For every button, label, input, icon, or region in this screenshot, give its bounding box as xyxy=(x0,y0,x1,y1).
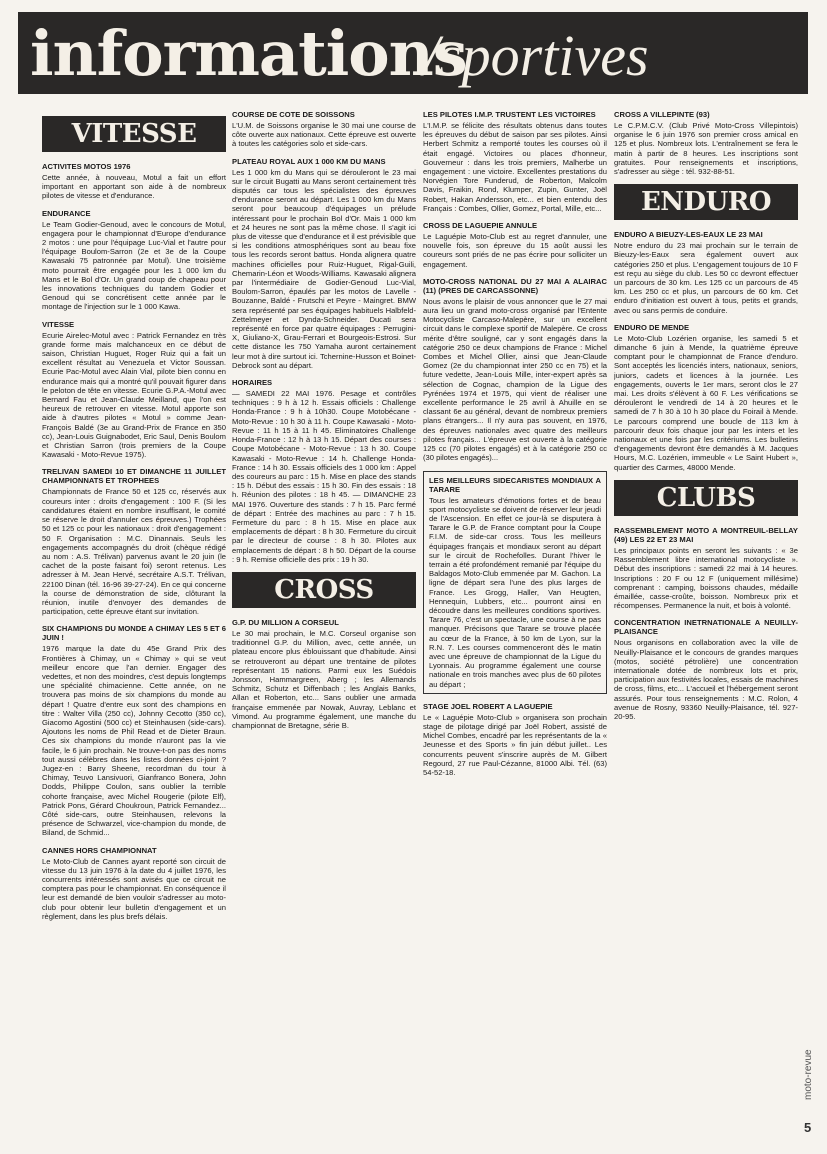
article-body: Notre enduro du 23 mai prochain sur le terrain de Bieuzy-les-Eaux sera également ouvert aux catégories 250 et plus. L'engagement toujours de 10 F est reçu au siège du club. Les 50 cc devront effectuer un parcours de 30 km. Les 125 cc un parcours de 45 km. Les 250 cc et plus, un parcours de 60 km. Cet enduro d'initiation est ouvert à tous, petits et grands, avec ou sans permis de conduire. xyxy=(614,241,798,315)
article xyxy=(42,846,226,921)
article-heading: CONCENTRATION INETRNATIONALE A NEUILLY-PLAISANCE xyxy=(614,618,798,637)
article-heading: ENDURO DE MENDE xyxy=(614,322,690,332)
article-heading: RASSEMBLEMENT MOTO A MONTREUIL-BELLAY (49) LES 22 ET 23 MAI xyxy=(614,525,798,544)
section-title-cross: CROSS xyxy=(232,572,416,608)
article-body: Le C.P.M.C.V. (Club Privé Moto-Cross Villepintois) organise le 6 juin 1976 son premier cross amical en 125 et plus. Nombreux lots. L'entraînement se fera le matin à partir de 8 heures. Les inscriptions sont gratuites. Pour renseignements et inscriptions, s'adresser au siège : tél. 932-88-51. xyxy=(614,121,798,177)
article-heading: TRELIVAN SAMEDI 10 ET DIMANCHE 11 JUILLET CHAMPIONNATS ET TROPHEES xyxy=(42,467,226,486)
article-heading: CROSS A VILLEPINTE (93) xyxy=(614,110,710,119)
column-1 xyxy=(42,110,226,1140)
article-body: Le 30 mai prochain, le M.C. Corseul organise son traditionnel G.P. du Million, avec, cette année, un plateau encore plus éblouissant que d'habitude. Ainsi se retrouveront au départ une trentaine de pilotes représentant 15 nations. Parmi eux les Suédois Jonsson, Hammargreen, Aberg ; les Allemands Schmitz, Schutz et Diffenbach ; les Anglais Banks, Allan et Roberton, etc... Sans oublier une armada française emmenée par Nowak, Auvray, Leblanc et Vimond. Au programme également, une manche du championnat de Bretagne, série B. xyxy=(232,628,416,730)
article xyxy=(423,277,607,463)
article xyxy=(42,320,226,460)
article xyxy=(423,702,607,777)
section-title-clubs: CLUBS xyxy=(614,480,798,516)
article-heading: STAGE JOEL ROBERT A LAGUEPIE xyxy=(423,701,553,711)
article-body: Ecurie Airelec-Motul avec : Patrick Fernandez en très grande forme mais malchanceux en ce début de saison, Christian Huguet, Roger Ruiz qui a fait un excellent résultat au Venezuela et Victor Soussan. Ecurie Pac-Motul avec Alain Vial, pilote bien connu en endurance mais qui a montré qu'il pouvait figurer dans le peloton de tête en vitesse. Ecurie G.P.A.-Motul avec Bernard Fau et Jean-Claude Meilland, que l'on est heureux de retrouver en vitesse. Motul apporte son aide à d'autres pilotes « Motul » comme Jean-François Baldé (3e au Grand-Prix de France en 350 cc), Jean-Louis Guignabodet, Eric Saul, Denis Boulom et Christian Sarron (trois premiers de la Coupe Kawasaki - Moto-Revue 1975). xyxy=(42,330,226,460)
article-heading: LES MEILLEURS SIDECARISTES MONDIAUX A TARARE xyxy=(429,475,601,494)
article-body: Cette année, à nouveau, Motul a fait un effort important en apportant son aide à de nombreux pilotes de vitesse et d'endurance. xyxy=(42,173,226,201)
article-body: L'I.M.P. se félicite des résultats obtenus dans toutes les épreuves du début de saison par ses pilotes. Ainsi Herbert Schmitz a remporté toutes les courses où il était engagé. Victoires ou places d'honneur, Gouverneur : dans les trois premiers, Malherbe un engagement : une victoire. Excellentes prestations du Norvégien Tore Funderud, de Roberton, Malcolm Davis, Fraikin, Rond, Klumper, Zupin, Gunter, Joël Robert, Hakan Andersson, etc... et bien entendu des Français : Combes, Ollier, Gomez, Portal, Mille, etc... xyxy=(423,121,607,213)
article xyxy=(232,618,416,730)
publication-side-mark: moto-revue xyxy=(803,1049,814,1100)
article-heading: MOTO-CROSS NATIONAL DU 27 MAI A ALAIRAC (11) (PRES DE CARCASSONNE) xyxy=(423,276,607,295)
article xyxy=(423,110,607,213)
article-body: Le Moto-Club Lozérien organise, les samedi 5 et dimanche 6 juin à Mende, la quatrième épreuve comptant pour le championnat de France d'enduro. Sont acceptés les licenciés inters, nationaux, seniors, juniors, cadets et licences à la journée. Les engagements, ouverts le 1er mars, seront clos le 27 mai. Les droits s'élèvent à 60 F. Les vérifications se dérouleront le vendredi de 14 à 20 heures et le samedi de 7 h 30 à 10 h 30 place du Foirail à Mende. Le parcours comprend une boucle de 113 km à parcourir deux fois chaque jour par les inters et les nationaux et une fois par les critériums. Les bulletins d'engagements devront être demandés à M. Jacques Hours, M.C. Lozérien, immeuble « Le Saint Hubert », quartier des Carmes, 48000 Mende. xyxy=(614,333,798,472)
article-body: Le « Laguépie Moto-Club » organisera son prochain stage de pilotage dirigé par Joël Robert, assisté de Michel Combes, encadré par les représentants de la « Jeunesse et des Sports » fin juin début juillet.. Les concurrents peuvent s'inscrire auprès de M. Gilbert Regourd, 27 rue Paul-Cézanne, 81000 Albi. Tél. (63) 54-52-18. xyxy=(423,712,607,777)
header-banner xyxy=(18,12,808,94)
article xyxy=(232,378,416,564)
article-heading: PLATEAU ROYAL AUX 1 000 KM DU MANS xyxy=(232,156,386,166)
article-body: Tous les amateurs d'émotions fortes et de beau sport motocycliste se doivent de réserver leur jeudi de l'Ascension. En effet ce jour-là se disputera à Tarare le G.P. de France comptant pour la Coupe F.I.M. de side-car cross. Tous les meilleurs équipages français et mondiaux seront au départ sur le circuit de Rochefolles. Durant l'hiver le terrain a été profondément remanié par l'équipe du Baldagos Moto-Club emmenée par M. Gachon. La ligne de départ sera l'une des plus larges de France. Les Grogg, Haller, Van Heugten, Hennequin, Lubbers, etc... pourront ainsi en découdre dans les meilleures conditions sportives. Tarare 76, c'est un spectacle, une course à ne pas manquer. Précisons que Tarare se trouve placée au cœur de la France, à 50 km de Lyon, sur la R.N. 7. Les courses commenceront dès le matin avec une épreuve de championnat de la Ligue du Lyonnais. Au programme également une course nationale en trois manches avec plus de 60 pilotes au départ ; xyxy=(429,495,601,689)
article xyxy=(42,162,226,201)
article xyxy=(42,467,226,616)
header-title-italic: /sportives xyxy=(423,23,649,88)
article-body: 1976 marque la date du 45e Grand Prix des Frontières à Chimay, un « Chimay » qui se veut meilleur encore que l'an dernier. Engager des vedettes, et non des moindres, c'est depuis longtemps une spécialité chimacienne. Cette année, on ne trouvera pas moins de six champions du monde au départ ! Quatre d'entre eux sont des champions en titre : Walter Villa (250 cc), Johnny Cecotto (350 cc), Giacomo Agostini (500 cc) et Steinhausen (side-cars). Ajoutons les noms de Phil Read et de Dieter Braun. Ces six champions du monde n'auront pas la vie facile, le 6 juin prochain. Ne trouve-t-on pas des noms tout aussi célèbres dans les listes données ci-joint ? Jugez-en : Barry Sheene, recordman du tour à Chimay, Teuvo Lansivuori, Gianfranco Bonera, John Dodds, Philippe Coulon, sans oublier la terrible cohorte française, avec Michel Rougerie (pilote Elf), Patrick Pons, Gérard Choukroun, Patrick Fernandez... Côté side-cars, outre Steinhausen, relevons la présence de Schwarzel, vice-champion du monde, de Biland, de Schmid... xyxy=(42,644,226,838)
article xyxy=(423,221,607,269)
column-4 xyxy=(614,110,798,1140)
article xyxy=(42,624,226,837)
article-heading: G.P. DU MILLION A CORSEUL xyxy=(232,617,339,627)
boxed-article xyxy=(423,471,607,694)
header-title-bold: informations xyxy=(30,17,467,90)
column-2 xyxy=(232,110,416,1140)
article xyxy=(614,230,798,315)
article-heading: LES PILOTES I.M.P. TRUSTENT LES VICTOIRES xyxy=(423,110,596,119)
article xyxy=(614,323,798,472)
article xyxy=(614,618,798,721)
article-heading: COURSE DE COTE DE SOISSONS xyxy=(232,110,355,119)
article-body: Le Moto-Club de Cannes ayant reporté son circuit de vitesse du 13 juin 1976 à la date du 4 juillet 1976, les concurrents intéressés sont avisés que ce circuit ne comptera pas pour le championnat. En conséquence il leur est demandé de bien vouloir s'adresser au moto-club pour obtenir leur bulletin d'engagement et un règlement, dans les plus brefs délais. xyxy=(42,856,226,921)
article xyxy=(232,157,416,370)
article-body: Les 1 000 km du Mans qui se dérouleront le 23 mai sur le circuit Bugatti au Mans seront certainement très disputés car tous les spécialistes des épreuves d'endurance seront au départ. Les 1 000 km du Mans seront pour beaucoup d'équipages un prélude intéressant pour le prochain Bol d'Or. Mais 1 000 km et 24 heures ne sont pas la même chose. Il s'agit ici plus de vitesse que d'endurance et il est prévisible que si les conditions atmosphériques sont au beau fixe tous les records seront battus. Honda alignera quatre machines officielles pour Ruiz-Huguet, Rigal-Guili, Chemarin-Léon et Woods-Williams. Kawasaki alignera par l'intermédiaire de Godier-Genoud Luc-Vial, Boulom-Sarron, épaulés par les motos de Lavelle - Bouzanne, Baldé - Frutschi et Peyre - Maingret. BMW sera représenté par ses équipages habituels Halbfeld-Zettelmeyer et Dynda-Schneider. Ducati sera représenté en force par quatre équipages : Perrugini-X, Giuliano-X, Grau-Ferrari et Bourgeois-Estrosi. Sur cette distance les 750 Yamaha auront certainement leur mot à dire surtout ici. Tchernine-Husson et Boinet-Debrock sont au départ. xyxy=(232,167,416,370)
article xyxy=(614,110,798,176)
article-heading: CANNES HORS CHAMPIONNAT xyxy=(42,845,157,855)
section-title-enduro: ENDURO xyxy=(614,184,798,220)
article-body: — SAMEDI 22 MAI 1976. Pesage et contrôles techniques : 9 h à 12 h. Essais officiels : Challenge Honda-France : 9 h à 10h30. Coupe Motobécane - Moto-Revue : 10 h 30 à 11 h. Coupe Kawasaki - Moto-Revue : 11 h 15 à 11 h 45. Eliminatoires Challenge Honda-France : 12 h à 13 h 15. Départ des courses : Coupe Motobécane - Moto-Revue : 13 h 30. Coupe Kawasaki - Moto-Revue : 14 h. Challenge Honda-France : 14 h 30. Essais officiels des 1 000 km : Appel des coureurs au parc : 15 h. Mise en place des stands : 15 h. Début des essais : 15 h 30. Fin des essais : 18 h. Réunion des pilotes : 18 h 45. — DIMANCHE 23 MAI 1976. Ouverture des stands : 7 h 15. Parc fermé de départ : Entrée des machines au parc : 7 h 15. Fermeture du parc : 8 h 15. Mise en place aux emplacements de départ : 8 h 30. Fermeture du circuit par le directeur de course : 8 h 30. Pilotes aux emplacements de départ : 8 h 50. Départ de la course : 9 h. Remise officielle des prix : 19 h 30. xyxy=(232,389,416,564)
article xyxy=(232,110,416,149)
article-heading: ACTIVITES MOTOS 1976 xyxy=(42,162,131,171)
article-body: L'U.M. de Soissons organise le 30 mai une course de côte ouverte aux nationaux. Cette épreuve est ouverte à toutes les catégories solo et side-cars. xyxy=(232,121,416,149)
article-body: Les principaux points en seront les suivants : « 3e Rassemblement libre international motocycliste ». Début des inscriptions : samedi 22 mai à 14 heures. Inscriptions : 20 F ou 12 F (uniquement millésime) comprenant : camping, boissons chaudes, médaille émaillée, casse-croûte, boisson. Nombreux prix et récompenses. Permanence la nuit, et bois à volonté. xyxy=(614,545,798,611)
page-number: 5 xyxy=(804,1120,812,1135)
article-heading: SIX CHAMPIONS DU MONDE A CHIMAY LES 5 ET 6 JUIN ! xyxy=(42,624,226,643)
article-body: Le Team Godier-Genoud, avec le concours de Motul, engagera pour le championnat d'Europe d'endurance 2 motos : une pour l'équipage Luc-Vial et l'autre pour l'équipage Boulom-Sarron (2e et 3e de la Coupe Kawasaki 75 patronnée par Motul). Une troisième moto pourrait être engagée pour les 1 000 km du Mans et le Bol d'Or. Un grand coup de chapeau pour les innovations techniques du tandem Godier et Genoud qui se concrétisent cette année par le montage de l'injection sur le 1 000 Kawa. xyxy=(42,219,226,312)
article-heading: CROSS DE LAGUEPIE ANNULE xyxy=(423,221,538,231)
column-3 xyxy=(423,110,607,1140)
section-title-vitesse: VITESSE xyxy=(42,116,226,152)
article-heading: ENDURANCE xyxy=(42,208,91,218)
page-footer xyxy=(803,1000,823,1140)
article-body: Le Laguépie Moto-Club est au regret d'annuler, une nouvelle fois, son épreuve du 15 août aussi les coureurs sont priés de ne pas écrire pour solliciter un engagement. xyxy=(423,232,607,269)
article-heading: HORAIRES xyxy=(232,378,273,388)
article-heading: VITESSE xyxy=(42,319,75,329)
article xyxy=(42,209,226,312)
article-heading: ENDURO A BIEUZY-LES-EAUX LE 23 MAI xyxy=(614,230,763,240)
article-body: Nous organisons en collaboration avec la ville de Neuilly-Plaisance et le concours de grandes marques (motos, société pétrolière) une concentration internationale dotée de nombreux lots et prix, participation aux festivités locales, essais de machines de cross, films, etc... L'accueil et l'hébergement seront assurés. Pour tous renseignements : M.C. Rolon, 4 avenue de Rosny, 93360 Neuilly-Plaisance, tél. 927-20-95. xyxy=(614,638,798,721)
article xyxy=(614,526,798,610)
article-body: Nous avons le plaisir de vous annoncer que le 27 mai aura lieu un grand moto-cross organisé par l'Entente Motocycliste Carcaso-Malepère, sur un excellent circuit dans le complexe sportif de Malepère. Ce cross mérite d'être souligné, car y sont engagés dans la catégorie 250 ce deux champions de France : Michel Combes et Michel Ollier, ainsi que Jean-Claude Gomez (2e du championnat inter 250 cc en 75) et la future vedette, Jean-Louis Mille, inter-expert après sa sélection de Cognac, champion de la Ligue des Pyrénées 1974 et 1975, qui vient de réaliser une excellente performance le 25 avril à Ahuille en se classant 6e au général, devant de nombreux premiers plans étrangers... Il n'y aura pas souvent, en 1976, des épreuves nationales avec quatre des meilleurs pilotes français... L'épreuve est ouverte à la catégorie 125 cc (70 pilotes engagés) et à la catégorie 250 cc (30 pilotes engagés)... xyxy=(423,296,607,463)
article-body: Championnats de France 50 et 125 cc, réservés aux coureurs inter : droits d'engagement : 100 F. (Si les candidatures étaient en nombre insuffisant, le comité se réserve le droit d'annuler ces épreuves.) Trophées 50 et 125 cc pour les nationaux : droit d'engagement : 50 F. Organisation : M.C. Dinannais. Seuls les engagements accompagnés du droit (chèque rédigé au nom : A.S. Trélivan) parvenus avant le 20 juin (le cachet de la poste faisant foi) seront retenus. Les adresser à M. Jean Hervé, secrétaire A.S.T. Trélivan, 22100 Dinan (tél. 16-96 39-27-24). En ce qui concerne la course de démonstration de side, clôturant la réunion, inutile d'envoyer des demandes de participation, cette épreuve étant sur invitation. xyxy=(42,487,226,617)
